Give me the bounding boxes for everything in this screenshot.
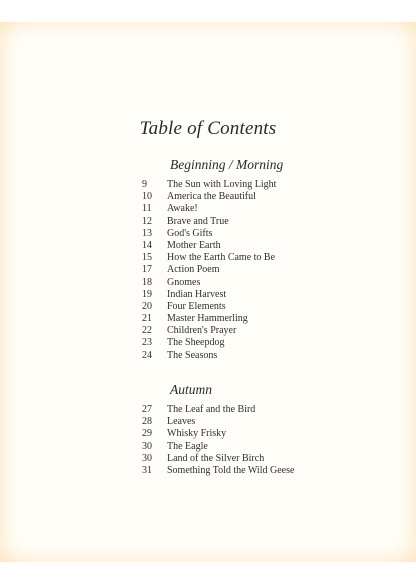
toc-entry[interactable] [142, 404, 322, 416]
page-number: 17 [142, 264, 152, 276]
toc-entry[interactable] [142, 179, 322, 191]
entry-title: Master Hammerling [167, 313, 248, 325]
entry-title: The Leaf and the Bird [167, 404, 256, 415]
page-number: 14 [142, 239, 152, 251]
page-number: 23 [142, 337, 152, 349]
toc-entry[interactable] [142, 289, 322, 301]
toc-entry[interactable] [142, 252, 322, 264]
toc-entry[interactable] [142, 191, 322, 203]
section-entries [142, 179, 322, 362]
entry-title: Four Elements [167, 300, 226, 312]
page-number: 19 [142, 288, 152, 300]
entry-title: Leaves [167, 416, 196, 428]
page-title: Table of Contents [139, 118, 277, 139]
page-number: 29 [142, 428, 152, 440]
toc-entry[interactable] [142, 301, 322, 313]
entry-title: The Sheepdog [167, 337, 225, 349]
entry-title: Land of the Silver Birch [167, 452, 265, 464]
page-number: 13 [142, 227, 152, 239]
toc-entry[interactable] [142, 313, 322, 325]
page-number: 27 [142, 404, 152, 415]
entry-title: Gnomes [167, 276, 201, 288]
entry-title: Brave and True [167, 215, 229, 227]
entry-title: The Eagle [167, 440, 208, 452]
toc-entry[interactable] [142, 350, 322, 362]
entry-title: Awake! [167, 203, 198, 215]
page-number: 31 [142, 464, 152, 476]
page-number: 30 [142, 440, 152, 452]
section-entries [142, 404, 322, 477]
page-number: 21 [142, 313, 152, 325]
page-number: 30 [142, 452, 152, 464]
entry-title: Something Told the Wild Geese [167, 464, 295, 476]
toc-entry[interactable] [142, 416, 322, 428]
toc-entry[interactable] [142, 264, 322, 276]
entry-title: The Sun with Loving Light [167, 179, 277, 190]
page-number: 18 [142, 276, 152, 288]
entry-title: God's Gifts [167, 227, 213, 239]
toc-entry[interactable] [142, 203, 322, 215]
toc-entry[interactable] [142, 228, 322, 240]
toc-entry[interactable] [142, 337, 322, 349]
page-number: 10 [142, 191, 152, 203]
page-number: 28 [142, 416, 152, 428]
page-number: 24 [142, 349, 152, 361]
section-beginning-morning [142, 155, 322, 362]
entry-title: Whisky Frisky [167, 428, 227, 440]
page-number: 11 [142, 203, 152, 215]
toc-entry[interactable] [142, 325, 322, 337]
toc-entry[interactable] [142, 277, 322, 289]
entry-title: Children's Prayer [167, 325, 237, 337]
page-number: 15 [142, 252, 152, 264]
page-number: 22 [142, 325, 152, 337]
toc-entry[interactable] [142, 428, 322, 440]
entry-title: America the Beautiful [167, 191, 256, 203]
toc-entry[interactable] [142, 453, 322, 465]
entry-title: Action Poem [167, 264, 220, 276]
entry-title: How the Earth Came to Be [167, 252, 276, 264]
entry-title: Mother Earth [167, 239, 221, 251]
toc-entry[interactable] [142, 465, 322, 477]
section-autumn [142, 380, 322, 477]
toc-entry[interactable] [142, 216, 322, 228]
entry-title: Indian Harvest [167, 288, 227, 300]
section-heading: Beginning / Morning [170, 157, 284, 172]
section-heading: Autumn [170, 382, 212, 397]
toc-entry[interactable] [142, 240, 322, 252]
toc-entry[interactable] [142, 441, 322, 453]
page-number: 20 [142, 300, 152, 312]
entry-title: The Seasons [167, 349, 218, 361]
page-number: 12 [142, 215, 152, 227]
page-number: 9 [142, 179, 147, 190]
